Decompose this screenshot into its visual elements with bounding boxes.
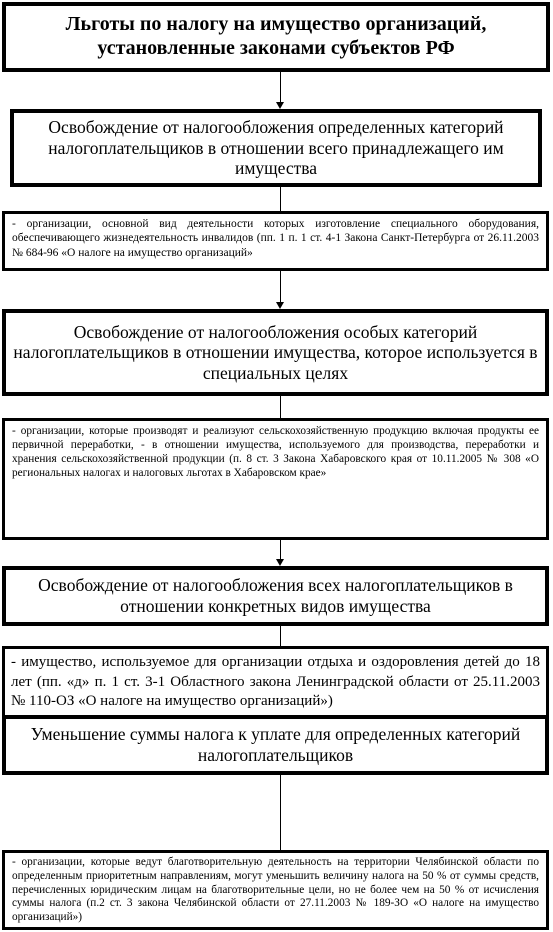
- arrow-head: [276, 102, 284, 109]
- connector-line: [280, 271, 281, 302]
- example-text-2: - организации, которые производят и реализуют сельскохозяйственную продукцию включая продукты ее первичной переработки, - в отношении имущества, используемого для производства, переработки и хранения сельскохозяйственной продукции (п. 8 ст. 3 Закона Хабаровского края от 10.11.2005 № 308 «О региональных налогах и налоговых льготах в Хабаровском крае»: [12, 425, 539, 480]
- diagram-title: Льготы по налогу на имущество организаций, установленные законами субъектов РФ: [65, 13, 487, 59]
- category-box-2: [2, 309, 549, 396]
- example-box-1: [2, 211, 549, 271]
- connector-line: [280, 540, 281, 559]
- example-text-4: - организации, которые ведут благотворительную деятельность на территории Челябинской области по определенным приоритетным направлениям, могут уменьшить величину налога на 50 % от суммы средств, перечисленных юридическим лицам на благотворительные цели, но не более чем на 50 % от исчисления суммы налога (п.2 ст. 3 закона Челябинской области от 27.11.2003 № 189-ЗО «О налоге на имущество организаций»): [12, 856, 539, 924]
- arrow-head: [276, 559, 284, 566]
- example-text-3: - имущество, используемое для организации отдыха и оздоровления детей до 18 лет (пп. «д» п. 1 ст. 3-1 Областного закона Ленинградской области от 25.11.2003 № 110-ОЗ «О налоге на имущество организаций»): [11, 654, 540, 709]
- category-heading-2: Освобождение от налогообложения особых категорий налогоплательщиков в отношении имущества, которое используется в специальных целях: [13, 321, 538, 383]
- category-heading-4: Уменьшение суммы налога к уплате для определенных категорий налогоплательщиков: [30, 724, 521, 765]
- category-heading-1: Освобождение от налогообложения определенных категорий налогоплательщиков в отношении всего принадлежащего им имущества: [48, 117, 504, 179]
- category-box-4: [2, 715, 549, 775]
- category-box-1: [10, 109, 542, 187]
- connector-line: [280, 396, 281, 418]
- category-heading-3: Освобождение от налогообложения всех налогоплательщиков в отношении конкретных видов имущества: [38, 575, 513, 616]
- connector-line: [280, 775, 281, 850]
- diagram-title-box: [2, 2, 550, 72]
- connector-line: [280, 72, 281, 102]
- example-box-2: [2, 418, 549, 540]
- example-text-1: - организации, основной вид деятельности которых изготовление специального оборудования, обеспечивающего жизнедеятельность инвалидов (пп. 1 п. 1 ст. 4-1 Закона Санкт-Петербурга от 26.11.2003 № 684-96 «О налоге на имущество организаций»: [12, 218, 539, 259]
- connector-line: [280, 626, 281, 646]
- arrow-head: [276, 302, 284, 309]
- example-box-3: [2, 646, 549, 721]
- category-box-3: [2, 566, 549, 626]
- connector-line: [280, 187, 281, 211]
- example-box-4: [2, 850, 549, 930]
